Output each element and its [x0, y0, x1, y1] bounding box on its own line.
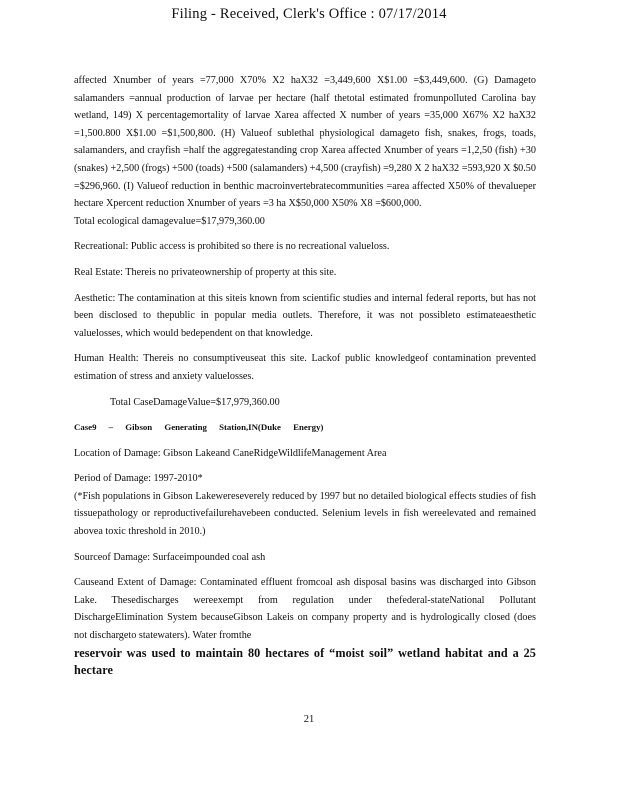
filing-header: Filing - Received, Clerk's Office : 07/17/2014 [171, 6, 447, 22]
recreational-paragraph: Recreational: Public access is prohibited so there is no recreational valueloss. [74, 241, 390, 253]
location-paragraph: Location of Damage: Gibson Lakeand CaneRidgeWildlifeManagement Area [74, 447, 387, 459]
cause-paragraph: Causeand Extent of Damage: Contaminated effluent fromcoal ash disposal basins was discharged into Gibson Lake. Thesedischarges wereexempt from regulation under thefederal-stateNational Pollutant DischargeElimination System becauseGibson Lakeis on company property and is hydrologically closed (does not dischargeto statewaters). Water fromthe [74, 577, 536, 642]
aesthetic-paragraph: Aesthetic: The contamination at this siteis known from scientific studies and internal federal reports, but has not been disclosed to thepublic in popular media outlets. Therefore, it was not possibleto estimateaesthetic valuelosses, which would bedependent on that knowledge. [74, 292, 536, 339]
document-body [74, 72, 536, 687]
total-case-damage-value: Total CaseDamageValue=$17,979,360.00 [110, 396, 280, 408]
total-ecological-damage: Total ecological damagevalue=$17,979,360.00 [74, 215, 265, 227]
source-paragraph: Sourceof Damage: Surfaceimpounded coal ash [74, 551, 266, 563]
period-note: (*Fish populations in Gibson Lakewereseverely reduced by 1997 but no detailed biological effects studies of fish tissuepathology or reproductivefailurehavebeen conducted. Selenium levels in fish wereelevated and remained abovea toxic threshold in 2010.) [74, 490, 536, 538]
cause-continuation: reservoir was used to maintain 80 hectares of “moist soil” wetland habitat and a 25 hectare [74, 645, 536, 677]
damage-calculation-paragraph: affected Xnumber of years =77,000 X70% X2 haX32 =3,449,600 X$1.00 =$3,449,600. (G) Damageto salamanders =annual production of larvae per hectare (half thetotal estimated fromunpolluted Carolina bay wetland, 149) X percentagemortality of larvae Xarea affected X number of years =35,000 X67% X2 haX32 =1,500.800 X$1.00 =$1,500,800. (H) Valueof sublethal physiological damageto fish, snakes, frogs, toads, salamanders, and crayfish =half the aggregatestanding crop Xarea affected Xnumber of years =1,2,50 (fish) +30 (snakes) +2,500 (frogs) +500 (toads) +500 (salamanders) +4,500 (crayfish) =9,280 X 2 haX32 =593,920 X $0.50 =$296,960. (I) Valueof reduction in benthic macroinvertebratecommunities =area affected X50% of thevalueper hectare Xpercent reduction Xnumber of years =3 ha X$50,000 X50% X8 =$600,000. [74, 75, 536, 210]
page-number: 21 [303, 714, 315, 725]
real-estate-paragraph: Real Estate: Thereis no privateownership of property at this site. [74, 266, 337, 278]
period-paragraph: Period of Damage: 1997-2010* [74, 473, 203, 485]
case-title: Case9 – Gibson Generating Station,IN(Duke Energy) [74, 422, 324, 433]
human-health-paragraph: Human Health: Thereis no consumptiveuseat this site. Lackof public knowledgeof contamination prevented estimation of stress and anxiety valuelosses. [74, 353, 536, 382]
